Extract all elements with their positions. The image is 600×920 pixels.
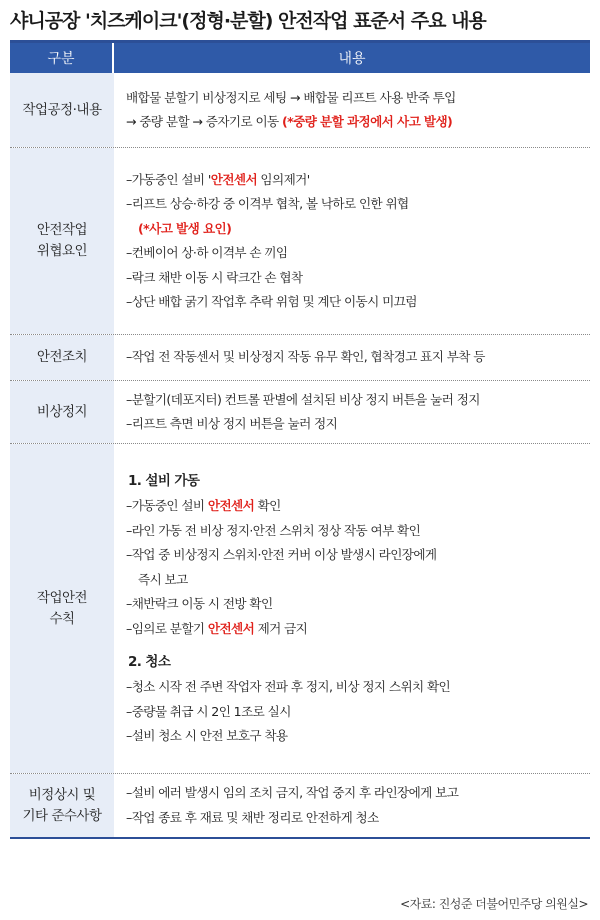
row-content	[114, 774, 590, 837]
content-line	[126, 412, 586, 437]
line-text: –상단 배합 굵기 작업후 추락 위험 및 계단 이동시 미끄럼	[126, 294, 417, 309]
category-label: 위협요인	[36, 243, 88, 259]
table-body	[10, 73, 590, 837]
category-label: 안전조치	[36, 349, 88, 365]
content-line	[126, 724, 586, 749]
content-line	[126, 568, 586, 593]
content-line	[126, 217, 586, 242]
line-text-after: 제거 금지	[254, 620, 308, 636]
content-line	[126, 192, 586, 217]
table-row	[10, 380, 590, 443]
content-line	[126, 110, 586, 135]
category-label: 기타 준수사항	[22, 807, 102, 824]
content-line	[126, 617, 586, 642]
content-line	[126, 519, 586, 544]
table-row	[10, 443, 590, 773]
category-label: 수칙	[49, 610, 75, 627]
content-line	[126, 86, 586, 111]
table-row	[10, 147, 590, 334]
row-content	[114, 444, 590, 773]
row-category	[10, 444, 114, 773]
content-line	[126, 592, 586, 617]
line-text: –락크 채반 이동 시 락크간 손 협착	[126, 269, 303, 285]
line-text: 배합물 분할기 비상정지로 세팅 → 배합물 리프트 사용 반죽 투입	[126, 89, 456, 105]
section-heading: 2. 청소	[128, 654, 171, 671]
line-text: –작업 종료 후 재료 및 채반 정리로 안전하게 청소	[126, 809, 379, 825]
header-category: 구분	[10, 43, 114, 73]
table-row	[10, 73, 590, 147]
content-line	[126, 290, 586, 315]
highlight-text: (*사고 발생 요인)	[138, 220, 232, 236]
header-content: 내용	[338, 51, 366, 67]
category-label: 비상정지	[36, 403, 88, 420]
row-content	[114, 381, 590, 443]
content-line	[126, 806, 586, 831]
highlight-text: 안전센서	[207, 498, 255, 514]
line-text: 즉시 보고	[138, 571, 188, 587]
line-text: –채반락크 이동 시 전방 확인	[126, 596, 273, 612]
line-text: –분할기(데포지터) 컨트롤 판별에 설치된 비상 정지 버튼을 눌러 정지	[126, 391, 480, 407]
content-line	[126, 781, 586, 806]
row-category	[10, 148, 114, 334]
standard-table	[10, 40, 590, 839]
line-text-after: 임의제거'	[257, 171, 310, 187]
table-row	[10, 334, 590, 380]
line-text: –가동중인 설비 '	[126, 171, 211, 187]
table-header	[10, 43, 590, 73]
line-text: –리프트 측면 비상 정지 버튼을 눌러 정지	[126, 416, 338, 431]
line-text: –라인 가동 전 비상 정지·안전 스위치 정상 작동 여부 확인	[126, 522, 421, 538]
line-text: –설비 청소 시 안전 보호구 착용	[126, 728, 288, 744]
highlight-text: (*중량 분할 과정에서 사고 발생)	[281, 114, 453, 129]
highlight-text: 안전센서	[210, 171, 258, 187]
line-text: –작업 중 비상정지 스위치·안전 커버 이상 발생시 라인장에게	[126, 547, 437, 563]
content-line	[126, 675, 586, 700]
category-label: 작업공정·내용	[22, 101, 102, 118]
line-text: –컨베이어 상·하 이격부 손 끼임	[126, 245, 288, 260]
content-line	[126, 241, 586, 266]
line-text: –가동중인 설비	[126, 498, 208, 514]
section-heading: 1. 설비 가동	[128, 473, 200, 490]
content-line	[126, 345, 586, 370]
line-text: –임의로 분할기	[126, 620, 208, 636]
category-label: 비정상시 및	[28, 786, 96, 803]
highlight-text: 안전센서	[207, 620, 255, 636]
row-category	[10, 335, 114, 380]
content-line	[126, 494, 586, 519]
table-row	[10, 773, 590, 837]
line-text: –청소 시작 전 주변 작업자 전파 후 정지, 비상 정지 스위치 확인	[126, 679, 451, 695]
row-category	[10, 774, 114, 837]
page-title: 샤니공장 '치즈케이크'(정형·분할) 안전작업 표준서 주요 내용	[10, 10, 486, 32]
category-label: 작업안전	[36, 589, 88, 606]
line-text: –설비 에러 발생시 임의 조치 금지, 작업 중지 후 라인장에게 보고	[126, 785, 459, 800]
row-category	[10, 73, 114, 147]
line-text: –리프트 상승·하강 중 이격부 협착, 볼 낙하로 인한 위협	[126, 196, 409, 211]
row-category	[10, 381, 114, 443]
line-text: –중량물 취급 시 2인 1조로 실시	[126, 703, 291, 719]
content-line	[126, 266, 586, 291]
row-content	[114, 335, 590, 380]
category-label: 안전작업	[36, 222, 88, 238]
line-text-after: 확인	[254, 498, 281, 514]
content-line	[126, 543, 586, 568]
line-text: –작업 전 작동센서 및 비상정지 작동 유무 확인, 협착경고 표지 부착 등	[126, 349, 485, 365]
source-note: <자료: 진성준 더불어민주당 의원실>	[400, 897, 588, 911]
row-content	[114, 73, 590, 147]
content-line	[126, 700, 586, 725]
content-line	[126, 168, 586, 193]
row-content	[114, 148, 590, 334]
line-text: → 중량 분할 → 증자기로 이동	[126, 114, 282, 129]
content-line	[126, 388, 586, 413]
